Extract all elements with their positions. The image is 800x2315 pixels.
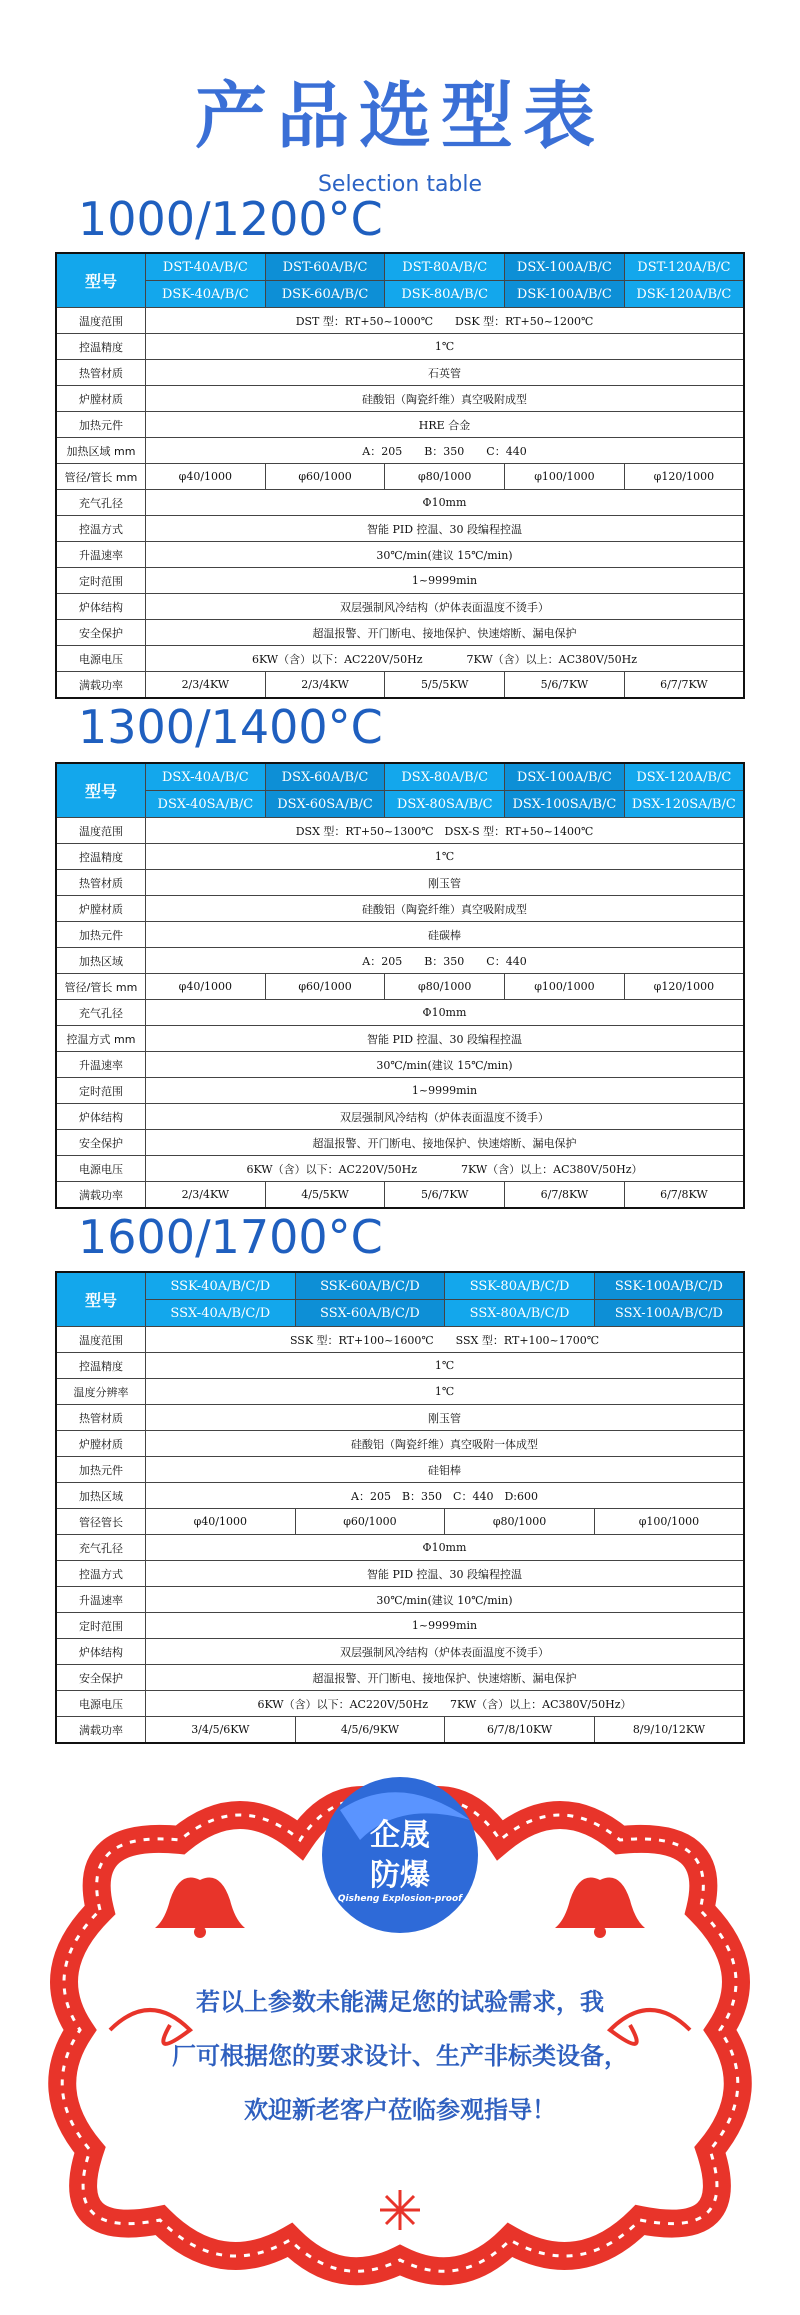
row-label: 加热元件 — [56, 1457, 146, 1483]
table-row — [56, 334, 744, 360]
table-row — [56, 672, 744, 699]
row-label: 炉体结构 — [56, 594, 146, 620]
row-cell: φ80/1000 — [385, 464, 505, 490]
row-value: 硅碳棒 — [146, 922, 745, 948]
table-row — [56, 490, 744, 516]
row-value: 6KW（含）以下：AC220V/50Hz 7KW（含）以上：AC380V/50Hz） — [146, 1691, 745, 1717]
row-value: 石英管 — [146, 360, 745, 386]
table-row — [56, 870, 744, 896]
row-value: 硅酸铝（陶瓷纤维）真空吸附成型 — [146, 896, 745, 922]
model-cell: SSX-40A/B/C/D — [146, 1300, 296, 1327]
row-label: 管径/管长 mm — [56, 974, 146, 1000]
table-row — [56, 386, 744, 412]
row-label: 管径管长 — [56, 1509, 146, 1535]
row-cell: 5/6/7KW — [385, 1182, 505, 1209]
table-row — [56, 1052, 744, 1078]
table-row — [56, 308, 744, 334]
row-value: 刚玉管 — [146, 870, 745, 896]
row-label: 控温方式 mm — [56, 1026, 146, 1052]
row-label: 安全保护 — [56, 1665, 146, 1691]
row-value: 智能 PID 控温、30 段编程控温 — [146, 516, 745, 542]
row-cell: φ60/1000 — [265, 974, 385, 1000]
model-cell: DSX-100SA/B/C — [505, 791, 625, 818]
row-label: 电源电压 — [56, 646, 146, 672]
row-label: 炉膛材质 — [56, 1431, 146, 1457]
model-cell: DST-120A/B/C — [624, 253, 744, 281]
table-row — [56, 594, 744, 620]
row-cell: φ40/1000 — [146, 974, 266, 1000]
banner-line-2: 厂可根据您的要求设计、生产非标类设备， — [172, 2042, 628, 2070]
row-value: 30℃/min(建议 15℃/min) — [146, 542, 745, 568]
table-row — [56, 1561, 744, 1587]
row-label: 满载功率 — [56, 672, 146, 699]
row-cell: 8/9/10/12KW — [594, 1717, 744, 1744]
row-value: 1℃ — [146, 844, 745, 870]
table-row — [56, 1691, 744, 1717]
row-value: 1℃ — [146, 1353, 745, 1379]
model-cell: SSK-80A/B/C/D — [445, 1272, 595, 1300]
row-cell: 4/5/5KW — [265, 1182, 385, 1209]
row-cell: φ120/1000 — [624, 464, 744, 490]
row-cell: φ100/1000 — [594, 1509, 744, 1535]
row-cell: 6/7/7KW — [624, 672, 744, 699]
row-label: 温度分辨率 — [56, 1379, 146, 1405]
model-header: 型号 — [56, 253, 146, 308]
row-label: 温度范围 — [56, 818, 146, 844]
table-row — [56, 948, 744, 974]
row-value: Φ10mm — [146, 490, 745, 516]
model-cell: SSX-80A/B/C/D — [445, 1300, 595, 1327]
row-label: 炉体结构 — [56, 1104, 146, 1130]
model-header: 型号 — [56, 1272, 146, 1327]
row-value: 硅钼棒 — [146, 1457, 745, 1483]
table-row — [56, 974, 744, 1000]
row-label: 加热区域 mm — [56, 438, 146, 464]
table-row — [56, 1379, 744, 1405]
row-cell: φ80/1000 — [445, 1509, 595, 1535]
table-row — [56, 646, 744, 672]
row-value: A：205 B：350 C：440 — [146, 948, 745, 974]
row-value: 6KW（含）以下：AC220V/50Hz 7KW（含）以上：AC380V/50Hz — [146, 646, 745, 672]
table-row — [56, 1327, 744, 1353]
table-row — [56, 412, 744, 438]
row-cell: 5/6/7KW — [505, 672, 625, 699]
table-row — [56, 1130, 744, 1156]
row-value: 双层强制风冷结构（炉体表面温度不烫手） — [146, 1639, 745, 1665]
table-row — [56, 844, 744, 870]
row-label: 热管材质 — [56, 870, 146, 896]
model-cell: DSX-40SA/B/C — [146, 791, 266, 818]
row-cell: φ120/1000 — [624, 974, 744, 1000]
section-heading-1: 1000/1200°C — [78, 192, 383, 246]
row-cell: 3/4/5/6KW — [146, 1717, 296, 1744]
row-label: 温度范围 — [56, 1327, 146, 1353]
row-value: 6KW（含）以下：AC220V/50Hz 7KW（含）以上：AC380V/50Hz） — [146, 1156, 745, 1182]
row-label: 加热区域 — [56, 948, 146, 974]
row-value: DSX 型：RT+50~1300℃ DSX-S 型：RT+50~1400℃ — [146, 818, 745, 844]
row-label: 控温方式 — [56, 516, 146, 542]
row-label: 定时范围 — [56, 568, 146, 594]
row-value: 智能 PID 控温、30 段编程控温 — [146, 1561, 745, 1587]
section-heading-2: 1300/1400°C — [78, 700, 383, 754]
row-value: 超温报警、开门断电、接地保护、快速熔断、漏电保护 — [146, 1130, 745, 1156]
row-label: 控温精度 — [56, 844, 146, 870]
spec-table-1300-1400 — [55, 762, 745, 1209]
row-label: 加热元件 — [56, 922, 146, 948]
row-cell: 6/7/8KW — [624, 1182, 744, 1209]
row-value: 1~9999min — [146, 1613, 745, 1639]
section-heading-3: 1600/1700°C — [78, 1210, 383, 1264]
logo-text-line1: 企晟 — [370, 1818, 430, 1853]
row-cell: φ60/1000 — [295, 1509, 445, 1535]
table-row — [56, 818, 744, 844]
row-label: 充气孔径 — [56, 1535, 146, 1561]
table-row — [56, 1026, 744, 1052]
table-row — [56, 1613, 744, 1639]
row-value: 超温报警、开门断电、接地保护、快速熔断、漏电保护 — [146, 620, 745, 646]
row-cell: φ100/1000 — [505, 464, 625, 490]
row-value: 超温报警、开门断电、接地保护、快速熔断、漏电保护 — [146, 1665, 745, 1691]
row-label: 控温方式 — [56, 1561, 146, 1587]
table-row — [56, 896, 744, 922]
row-value: 刚玉管 — [146, 1405, 745, 1431]
row-value: HRE 合金 — [146, 412, 745, 438]
model-cell: DSX-80SA/B/C — [385, 791, 505, 818]
model-cell: DSX-60A/B/C — [265, 763, 385, 791]
row-label: 热管材质 — [56, 1405, 146, 1431]
logo-text-line2: 防爆 — [370, 1858, 430, 1893]
model-cell: DSK-40A/B/C — [146, 281, 266, 308]
model-cell: DSX-120A/B/C — [624, 763, 744, 791]
row-cell: φ100/1000 — [505, 974, 625, 1000]
spec-table-1600-1700 — [55, 1271, 745, 1744]
row-value: 30℃/min(建议 15℃/min) — [146, 1052, 745, 1078]
model-cell: DSK-60A/B/C — [265, 281, 385, 308]
page-subtitle: Selection table — [317, 172, 483, 197]
row-value: DST 型：RT+50~1000℃ DSK 型：RT+50~1200℃ — [146, 308, 745, 334]
model-cell: SSK-40A/B/C/D — [146, 1272, 296, 1300]
row-label: 炉膛材质 — [56, 896, 146, 922]
row-label: 控温精度 — [56, 334, 146, 360]
row-label: 定时范围 — [56, 1078, 146, 1104]
row-value: 硅酸铝（陶瓷纤维）真空吸附一体成型 — [146, 1431, 745, 1457]
model-cell: DST-60A/B/C — [265, 253, 385, 281]
row-value: 1~9999min — [146, 568, 745, 594]
row-label: 安全保护 — [56, 1130, 146, 1156]
table-row — [56, 1182, 744, 1209]
table-row — [56, 1587, 744, 1613]
row-label: 温度范围 — [56, 308, 146, 334]
row-label: 电源电压 — [56, 1691, 146, 1717]
row-value: 1℃ — [146, 1379, 745, 1405]
row-value: A：205 B：350 C：440 D:600 — [146, 1483, 745, 1509]
row-label: 加热元件 — [56, 412, 146, 438]
model-header: 型号 — [56, 763, 146, 818]
row-value: A：205 B：350 C：440 — [146, 438, 745, 464]
row-cell: φ60/1000 — [265, 464, 385, 490]
row-value: 1~9999min — [146, 1078, 745, 1104]
table-row — [56, 1104, 744, 1130]
table-row — [56, 1535, 744, 1561]
row-value: Φ10mm — [146, 1535, 745, 1561]
banner-line-1: 若以上参数未能满足您的试验需求，我 — [196, 1988, 604, 2016]
model-cell: SSX-100A/B/C/D — [594, 1300, 744, 1327]
table-row — [56, 464, 744, 490]
model-cell: DSK-100A/B/C — [505, 281, 625, 308]
snowflake-icon — [380, 2190, 420, 2230]
row-cell: 4/5/6/9KW — [295, 1717, 445, 1744]
model-cell: DSK-80A/B/C — [385, 281, 505, 308]
row-label: 升温速率 — [56, 1587, 146, 1613]
model-cell: DSX-40A/B/C — [146, 763, 266, 791]
model-cell: SSX-60A/B/C/D — [295, 1300, 445, 1327]
row-label: 热管材质 — [56, 360, 146, 386]
model-cell: DSX-100A/B/C — [505, 763, 625, 791]
model-cell: DST-80A/B/C — [385, 253, 505, 281]
table-row — [56, 1156, 744, 1182]
model-cell: DSK-120A/B/C — [624, 281, 744, 308]
table-row — [56, 568, 744, 594]
model-cell: DSX-120SA/B/C — [624, 791, 744, 818]
table-row — [56, 1431, 744, 1457]
model-cell: DSX-60SA/B/C — [265, 791, 385, 818]
row-label: 安全保护 — [56, 620, 146, 646]
row-label: 控温精度 — [56, 1353, 146, 1379]
row-label: 炉膛材质 — [56, 386, 146, 412]
row-label: 定时范围 — [56, 1613, 146, 1639]
table-row — [56, 620, 744, 646]
table-row — [56, 1457, 744, 1483]
table-row — [56, 438, 744, 464]
logo-text-en: Qisheng Explosion-proof — [337, 1894, 463, 1904]
row-cell: 2/3/4KW — [146, 672, 266, 699]
table-row — [56, 1717, 744, 1744]
row-label: 电源电压 — [56, 1156, 146, 1182]
row-label: 炉体结构 — [56, 1639, 146, 1665]
row-cell: φ80/1000 — [385, 974, 505, 1000]
row-value: 30℃/min(建议 10℃/min) — [146, 1587, 745, 1613]
row-value: Φ10mm — [146, 1000, 745, 1026]
table-row — [56, 1353, 744, 1379]
page-title: 产品选型表 — [194, 73, 605, 158]
table-row — [56, 542, 744, 568]
row-label: 充气孔径 — [56, 490, 146, 516]
row-label: 升温速率 — [56, 1052, 146, 1078]
table-row — [56, 1665, 744, 1691]
row-label: 满载功率 — [56, 1182, 146, 1209]
row-value: 硅酸铝（陶瓷纤维）真空吸附成型 — [146, 386, 745, 412]
row-cell: φ40/1000 — [146, 1509, 296, 1535]
row-label: 升温速率 — [56, 542, 146, 568]
table-row — [56, 1078, 744, 1104]
table-row — [56, 1483, 744, 1509]
row-cell: φ40/1000 — [146, 464, 266, 490]
table-row — [56, 1405, 744, 1431]
row-value: 智能 PID 控温、30 段编程控温 — [146, 1026, 745, 1052]
table-row — [56, 516, 744, 542]
model-cell: DSX-100A/B/C — [505, 253, 625, 281]
row-cell: 2/3/4KW — [265, 672, 385, 699]
model-cell: DSX-80A/B/C — [385, 763, 505, 791]
spec-table-1000-1200 — [55, 252, 745, 699]
row-label: 满载功率 — [56, 1717, 146, 1744]
table-row — [56, 360, 744, 386]
row-value: 双层强制风冷结构（炉体表面温度不烫手） — [146, 594, 745, 620]
table-row — [56, 1639, 744, 1665]
model-cell: SSK-100A/B/C/D — [594, 1272, 744, 1300]
table-row — [56, 1509, 744, 1535]
row-label: 充气孔径 — [56, 1000, 146, 1026]
row-label: 加热区域 — [56, 1483, 146, 1509]
row-cell: 6/7/8/10KW — [445, 1717, 595, 1744]
row-value: 双层强制风冷结构（炉体表面温度不烫手） — [146, 1104, 745, 1130]
row-label: 管径/管长 mm — [56, 464, 146, 490]
row-cell: 6/7/8KW — [505, 1182, 625, 1209]
row-cell: 5/5/5KW — [385, 672, 505, 699]
row-value: 1℃ — [146, 334, 745, 360]
model-cell: DST-40A/B/C — [146, 253, 266, 281]
table-row — [56, 922, 744, 948]
banner-line-3: 欢迎新老客户莅临参观指导！ — [244, 2096, 556, 2124]
table-row — [56, 1000, 744, 1026]
row-cell: 2/3/4KW — [146, 1182, 266, 1209]
row-value: SSK 型：RT+100~1600℃ SSX 型：RT+100~1700℃ — [146, 1327, 745, 1353]
model-cell: SSK-60A/B/C/D — [295, 1272, 445, 1300]
